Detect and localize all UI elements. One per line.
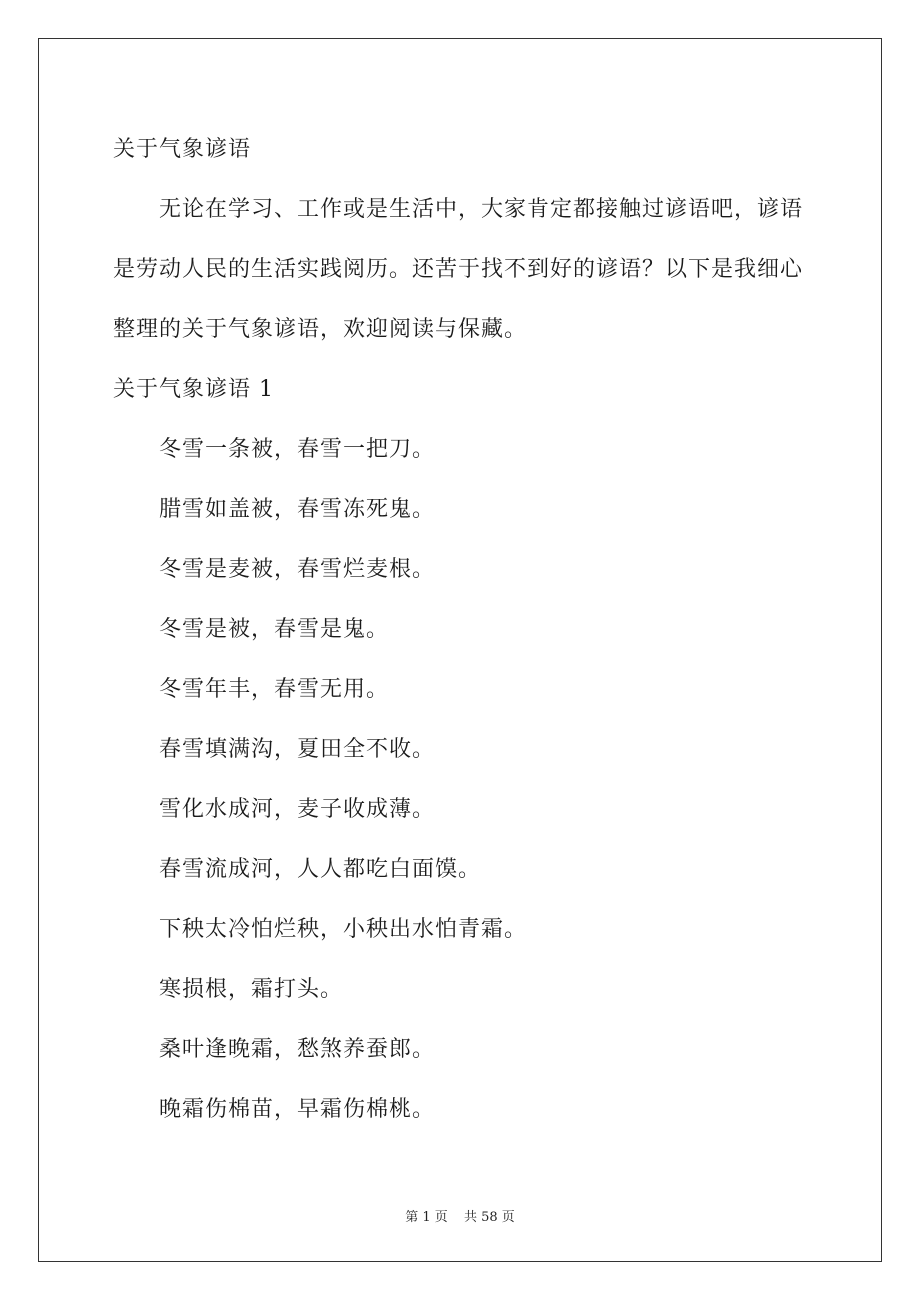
proverb-line: 冬雪年丰，春雪无用。 bbox=[159, 677, 390, 702]
intro-line-3: 整理的关于气象谚语，欢迎阅读与保藏。 bbox=[113, 317, 528, 342]
proverb-line: 冬雪是麦被，春雪烂麦根。 bbox=[159, 557, 436, 582]
proverb-line: 春雪流成河，人人都吃白面馍。 bbox=[159, 857, 482, 882]
proverb-line: 晚霜伤棉苗，早霜伤棉桃。 bbox=[159, 1097, 436, 1122]
section-heading: 关于气象谚语 1 bbox=[113, 377, 274, 402]
document-body bbox=[113, 120, 813, 1140]
page-footer bbox=[0, 1206, 920, 1225]
proverb-line: 冬雪是被，春雪是鬼。 bbox=[159, 617, 390, 642]
proverb-line: 下秧太冷怕烂秧，小秧出水怕青霜。 bbox=[159, 917, 528, 942]
proverb-line: 腊雪如盖被，春雪冻死鬼。 bbox=[159, 497, 436, 522]
proverb-line: 春雪填满沟，夏田全不收。 bbox=[159, 737, 436, 762]
proverb-line: 桑叶逢晚霜，愁煞养蚕郎。 bbox=[159, 1037, 436, 1062]
page-total: 共 58 页 bbox=[463, 1210, 515, 1225]
intro-line-2: 是劳动人民的生活实践阅历。还苦于找不到好的谚语？以下是我细心 bbox=[113, 257, 804, 282]
proverb-line: 冬雪一条被，春雪一把刀。 bbox=[159, 437, 436, 462]
proverb-line: 寒损根，霜打头。 bbox=[159, 977, 344, 1002]
page-number: 第 1 页 bbox=[405, 1210, 448, 1225]
proverb-line: 雪化水成河，麦子收成薄。 bbox=[159, 797, 436, 822]
document-title: 关于气象谚语 bbox=[113, 137, 252, 162]
intro-line-1: 无论在学习、工作或是生活中，大家肯定都接触过谚语吧，谚语 bbox=[159, 197, 804, 222]
